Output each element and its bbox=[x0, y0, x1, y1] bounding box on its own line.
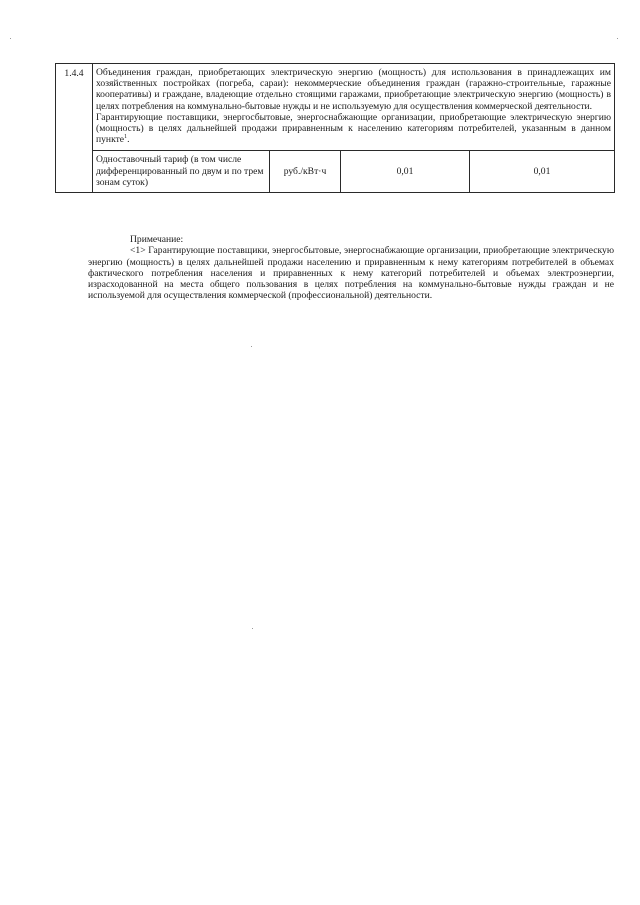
category-description bbox=[93, 64, 615, 151]
description-text: . bbox=[127, 134, 130, 146]
scan-speck bbox=[10, 38, 11, 39]
tariff-unit: руб./кВт·ч bbox=[270, 151, 341, 193]
description-text: Гарантирующие поставщики, энергосбытовые, энергоснабжающие организации, приобретающие электрическую энергию (мощность) в целях дальнейшей продажи приравненным к населению категориям потребителей, указанным в данном пункте bbox=[96, 111, 611, 146]
row-number: 1.4.4 bbox=[56, 64, 93, 193]
footnote-marker: 1 bbox=[124, 134, 128, 141]
tariff-table bbox=[55, 63, 615, 193]
scan-speck bbox=[252, 628, 253, 629]
tariff-name: Одноставочный тариф (в том числе дифференцированный по двум и по трем зонам суток) bbox=[93, 151, 270, 193]
note-body: <1> Гарантирующие поставщики, энергосбытовые, энергоснабжающие организации, приобретающие электрическую энергию (мощность) в целях дальнейшей продажи населению и приравненным к нему категориям потребителей в объемах фактического потребления населения и приравненных к нему категорий потребителей и объемах электроэнергии, израсходованной на места общего пользования в целях потребления на коммунально-бытовые нужды граждан и не используемой для осуществления коммерческой (профессиональной) деятельности. bbox=[88, 245, 614, 302]
tariff-value-2: 0,01 bbox=[470, 151, 615, 193]
note-title: Примечание: bbox=[130, 234, 184, 245]
table-row-category bbox=[56, 64, 615, 151]
scan-speck bbox=[617, 38, 618, 39]
table-row-tariff bbox=[56, 151, 615, 193]
note-section bbox=[88, 234, 614, 302]
scan-speck bbox=[251, 346, 252, 347]
description-paragraph bbox=[96, 112, 611, 146]
description-paragraph: Объединения граждан, приобретающих электрическую энергию (мощность) для использования в принадлежащих им хозяйственных постройках (погреба, сараи): некоммерческие объединения граждан (гаражно-строительные, гаражные кооперативы) и граждане, владеющие отдельно стоящими гаражами, приобретающие электрическую энергию (мощность) в целях потребления на коммунально-бытовые нужды и не используемую для осуществления коммерческой деятельности. bbox=[96, 67, 611, 112]
tariff-value-1: 0,01 bbox=[341, 151, 470, 193]
